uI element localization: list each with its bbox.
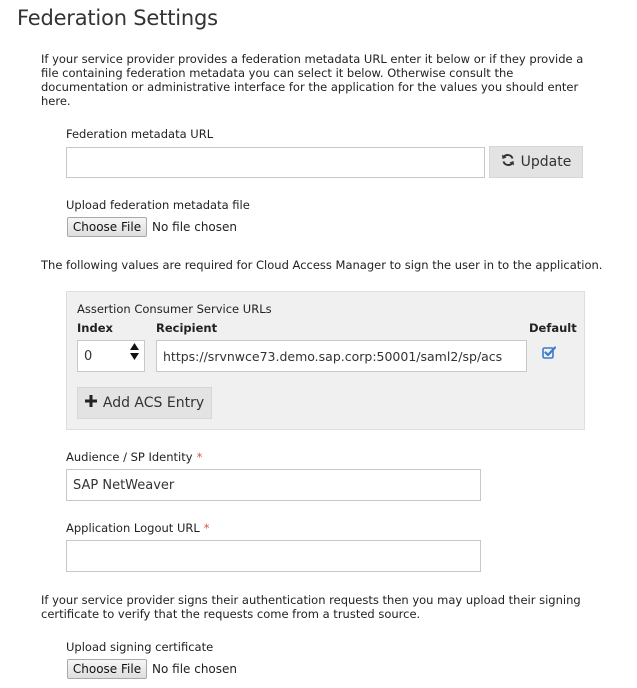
audience-required-marker: * [196,450,203,464]
add-acs-entry-label: Add ACS Entry [102,395,205,411]
acs-default-checkbox[interactable] [542,346,556,363]
audience-label [66,450,202,464]
plus-icon [85,395,97,411]
update-button[interactable] [489,146,583,178]
acs-index-stepper[interactable] [77,340,145,372]
spinner-arrows-icon[interactable] [130,343,139,360]
audience-label-text: Audience / SP Identity [66,450,193,464]
signing-cert-status: No file chosen [152,662,238,676]
signing-note: If your service provider signs their authentication requests then you may upload their signing certificate to verify that the requests come from a trusted source. [41,593,581,621]
required-note: The following values are required for Cloud Access Manager to sign the user in to the application. [41,258,603,272]
logout-url-required-marker: * [203,521,210,535]
add-acs-entry-button[interactable] [77,387,212,419]
checkbox-checked-icon [542,346,556,360]
page-title: Federation Settings [17,6,218,30]
acs-recipient-input[interactable] [156,340,527,372]
refresh-icon [501,153,515,171]
acs-col-index: Index [77,321,113,335]
metadata-url-input[interactable] [66,147,485,178]
logout-url-label-text: Application Logout URL [66,521,200,535]
logout-url-label [66,521,210,535]
metadata-file-status: No file chosen [152,220,238,234]
acs-col-default: Default [529,321,577,335]
choose-metadata-file-button[interactable]: Choose File [67,217,147,237]
update-button-label: Update [520,154,572,170]
acs-col-recipient: Recipient [156,321,218,335]
intro-text: If your service provider provides a federation metadata URL enter it below or if they provide a file containing federation metadata you can select it below. Otherwise consult the documentation or administrative interface for the application for the values you should enter here. [41,52,584,108]
acs-section-title: Assertion Consumer Service URLs [77,302,272,316]
metadata-file-label: Upload federation metadata file [66,198,250,212]
logout-url-input[interactable] [66,540,481,572]
choose-signing-cert-button[interactable]: Choose File [67,659,147,679]
metadata-url-label: Federation metadata URL [66,127,214,141]
audience-input[interactable] [66,469,481,501]
signing-cert-label: Upload signing certificate [66,640,214,654]
